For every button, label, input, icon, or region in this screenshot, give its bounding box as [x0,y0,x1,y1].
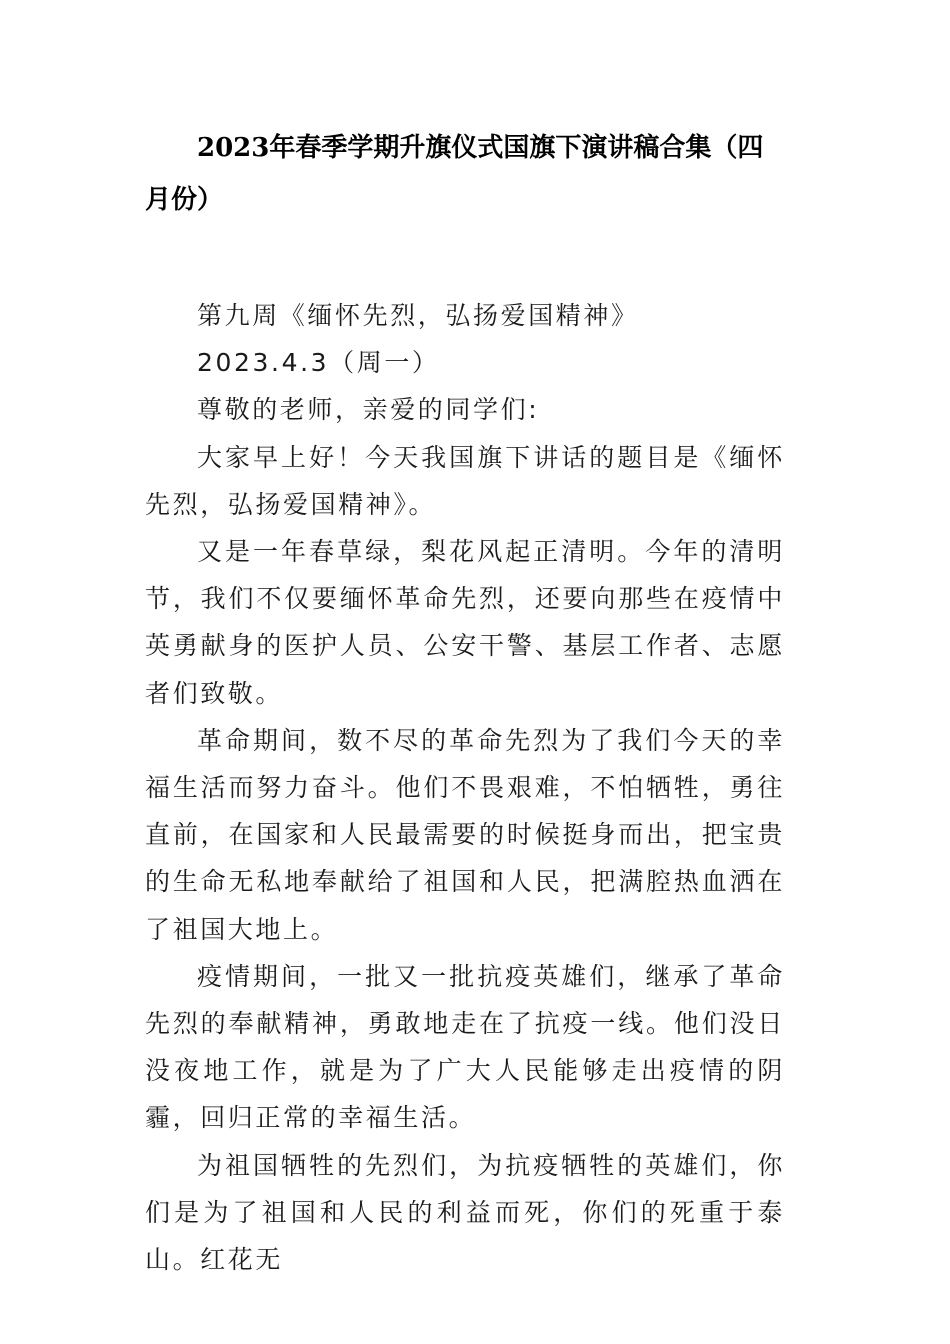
document-content [145,122,785,1283]
speech-body [145,292,785,1283]
speech-salutation: 尊敬的老师，亲爱的同学们: [197,395,540,425]
document-title: 2023年春季学期升旗仪式国旗下演讲稿合集（四月份） [145,133,764,215]
speech-paragraph-3: 革命期间，数不尽的革命先烈为了我们今天的幸福生活而努力奋斗。他们不畏艰难，不怕牺牲，勇往直前，在国家和人民最需要的时候挺身而出，把宝贵的生命无私地奉献给了祖国和人民，把满腔热血洒在了祖国大地上。 [145,725,785,944]
speech-paragraph-2: 又是一年春草绿，梨花风起正清明。今年的清明节，我们不仅要缅怀革命先烈，还要向那些在疫情中英勇献身的医护人员、公安干警、基层工作者、志愿者们致敬。 [145,537,785,708]
speech-paragraph-4: 疫情期间，一批又一批抗疫英雄们，继承了革命先烈的奉献精神，勇敢地走在了抗疫一线。他们没日没夜地工作，就是为了广大人民能够走出疫情的阴霾，回归正常的幸福生活。 [145,961,785,1133]
speech-date: 2023.4.3（周一） [197,348,440,378]
speech-paragraph-5: 为祖国牺牲的先烈们，为抗疫牺牲的英雄们，你们是为了祖国和人民的利益而死，你们的死重于泰山。红花无 [145,1150,785,1275]
speech-subtitle: 第九周《缅怀先烈，弘扬爱国精神》 [197,301,639,330]
speech-paragraph-1: 大家早上好！今天我国旗下讲话的题目是《缅怀先烈，弘扬爱国精神》。 [145,442,785,519]
title-spacing [145,226,785,292]
